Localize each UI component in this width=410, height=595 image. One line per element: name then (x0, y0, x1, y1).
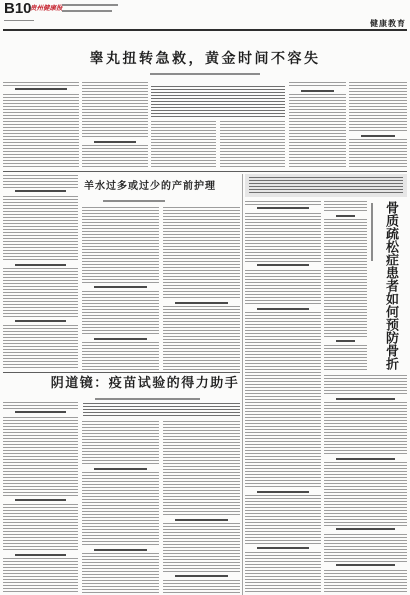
article-body-column (245, 201, 321, 593)
article-body-column (220, 121, 285, 168)
column-divider (242, 174, 243, 595)
masthead-logo: 贵州健康报 (30, 4, 63, 12)
headline-testicular-torsion: 睾丸扭转急救，黄金时间不容失 (89, 51, 321, 67)
subheading (82, 336, 159, 342)
subheading (289, 88, 346, 94)
subheading (245, 306, 321, 312)
article-body-column (163, 421, 240, 593)
subheading (3, 409, 78, 415)
header-divider (3, 29, 407, 31)
article-body-column (289, 82, 346, 168)
article-lead (151, 86, 285, 118)
article-body-column (3, 175, 78, 370)
article-body-column (82, 82, 148, 168)
editor-credit-line (62, 4, 118, 6)
article-lead (83, 403, 240, 418)
byline (103, 200, 165, 202)
issue-date-line (4, 20, 34, 21)
article-divider (3, 372, 240, 373)
byline (95, 398, 200, 400)
subheading (163, 300, 240, 306)
subheading (3, 552, 78, 558)
subheading (82, 466, 159, 472)
subheading (349, 133, 407, 139)
subheading (245, 489, 321, 495)
subheading (3, 262, 78, 268)
article-body-column (324, 201, 367, 372)
headline-amniotic-fluid: 羊水过多或过少的产前护理 (84, 181, 216, 192)
subheading (3, 188, 78, 194)
subheading (324, 562, 407, 568)
subheading (163, 517, 240, 523)
editor-email-line (62, 10, 112, 12)
headline-colposcopy: 阴道镜：疫苗试验的得力助手 (50, 376, 240, 391)
subheading (3, 86, 79, 92)
article-body-column (349, 82, 407, 168)
subheading (3, 318, 78, 324)
subheading (324, 456, 407, 462)
article-body-column (82, 421, 159, 593)
section-title: 健康教育 (370, 18, 406, 28)
subheading (324, 213, 367, 219)
summary-box (245, 174, 407, 197)
subheading (324, 338, 367, 344)
subheading (245, 205, 321, 211)
subheading (82, 139, 148, 145)
article-body-column (3, 82, 79, 168)
subheading (324, 526, 407, 532)
subheading (245, 262, 321, 268)
subheading (324, 396, 407, 402)
subheading (82, 284, 159, 290)
article-body-column (324, 375, 407, 593)
byline (371, 203, 373, 261)
subheading (245, 545, 321, 551)
subheading (3, 497, 78, 503)
subheading (163, 573, 240, 579)
subheading (82, 547, 159, 553)
page-number: B10 (4, 0, 32, 17)
byline (150, 73, 260, 75)
article-divider (3, 171, 407, 172)
headline-osteoporosis: 骨质疏松症患者如何预防骨折 (383, 201, 398, 370)
summary-text (249, 177, 403, 194)
article-body-column (151, 121, 216, 168)
article-body-column (163, 207, 240, 370)
